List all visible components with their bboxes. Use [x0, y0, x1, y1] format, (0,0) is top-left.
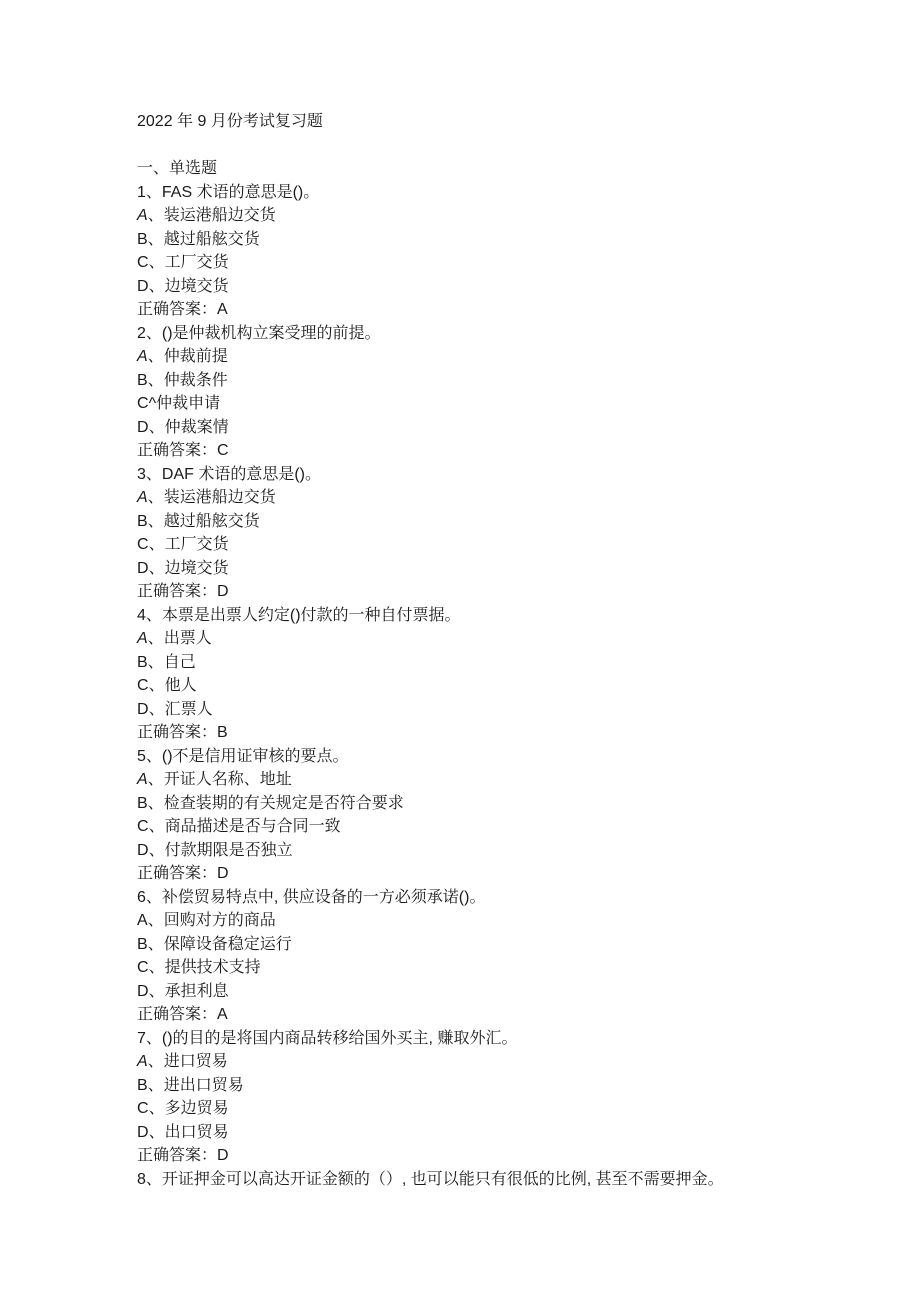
question-stem: 5、()不是信用证审核的要点。 — [137, 747, 349, 765]
option-separator: 、 — [147, 512, 164, 530]
option-line-a — [137, 1050, 724, 1074]
option-line-d — [137, 1121, 724, 1145]
section-heading: 一、单选题 — [137, 160, 218, 177]
option-letter: B — [137, 512, 148, 530]
option-text: 商品描述是否与合同一致 — [164, 818, 341, 835]
option-letter: C — [137, 395, 149, 412]
option-text: 付款期限是否独立 — [164, 841, 293, 859]
question-block — [137, 1168, 724, 1192]
option-text: 开证人名称、地址 — [163, 771, 292, 788]
option-letter: C — [137, 254, 149, 271]
option-text: 装运港船边交货 — [163, 207, 276, 224]
option-letter: C — [137, 677, 149, 694]
option-text: 提供技术支持 — [164, 959, 261, 976]
option-letter: A — [137, 1053, 148, 1070]
option-text: 汇票人 — [164, 700, 213, 718]
question-stem: 8、开证押金可以高达开证金额的（）, 也可以能只有很低的比例, 甚至不需要押金。 — [137, 1170, 724, 1188]
option-text: 工厂交货 — [164, 254, 229, 271]
option-text: 检查装期的有关规定是否符合要求 — [163, 794, 404, 812]
option-line-d — [137, 980, 724, 1004]
option-line-d — [137, 416, 724, 440]
option-separator: 、 — [147, 1053, 164, 1070]
option-line-b — [137, 1074, 724, 1098]
option-letter: C — [137, 818, 149, 835]
option-separator: 、 — [147, 794, 164, 812]
option-separator: 、 — [147, 371, 164, 389]
answer-value: D — [217, 583, 229, 600]
option-letter: D — [137, 277, 149, 295]
option-separator: 、 — [147, 771, 164, 788]
option-letter: A — [137, 771, 148, 788]
question-stem: 1、FAS 术语的意思是()。 — [137, 183, 320, 201]
option-text: 多边贸易 — [164, 1100, 229, 1117]
option-text: 越过船舷交货 — [163, 230, 260, 248]
answer-label: 正确答案： — [137, 583, 218, 600]
option-line-b — [137, 369, 724, 393]
answer-line — [137, 439, 724, 463]
option-letter: B — [137, 1076, 148, 1094]
option-line-a — [137, 204, 724, 228]
option-line-a — [137, 768, 724, 792]
option-separator: 、 — [148, 559, 165, 577]
option-text: 仲裁案情 — [164, 418, 229, 436]
option-separator: 、 — [148, 818, 165, 835]
option-separator: 、 — [148, 959, 165, 976]
question-block — [137, 181, 724, 322]
answer-value: A — [217, 301, 228, 318]
option-text: 他人 — [164, 677, 197, 694]
option-text: 出口贸易 — [164, 1123, 229, 1141]
option-separator: 、 — [148, 418, 165, 436]
option-separator: 、 — [148, 700, 165, 718]
answer-label: 正确答案： — [137, 301, 218, 318]
answer-line — [137, 1003, 724, 1027]
option-letter: A — [137, 207, 148, 224]
answer-line — [137, 580, 724, 604]
option-line-c — [137, 533, 724, 557]
question-stem: 2、()是仲裁机构立案受理的前提。 — [137, 324, 381, 342]
option-letter: D — [137, 418, 149, 436]
option-line-c — [137, 251, 724, 275]
answer-label: 正确答案： — [137, 865, 218, 882]
option-letter: A — [137, 489, 148, 506]
option-separator: 、 — [148, 536, 165, 553]
option-separator: 、 — [147, 489, 164, 506]
answer-label: 正确答案： — [137, 1006, 218, 1023]
option-text: 边境交货 — [164, 559, 229, 577]
question-block — [137, 745, 724, 886]
answer-line — [137, 1144, 724, 1168]
option-text: 保障设备稳定运行 — [163, 935, 292, 953]
option-text: 工厂交货 — [164, 536, 229, 553]
option-letter: D — [137, 559, 149, 577]
option-separator: 、 — [148, 277, 165, 295]
option-separator: 、 — [147, 630, 164, 647]
option-letter: A — [137, 630, 148, 647]
option-text: 仲裁申请 — [156, 395, 221, 412]
option-text: 仲裁条件 — [163, 371, 228, 389]
option-separator: 、 — [147, 653, 164, 671]
option-separator: ^ — [148, 395, 157, 412]
question-stem: 6、补偿贸易特点中, 供应设备的一方必须承诺()。 — [137, 888, 486, 906]
option-line-b — [137, 933, 724, 957]
option-letter: B — [137, 230, 148, 248]
option-line-d — [137, 275, 724, 299]
option-separator: 、 — [147, 935, 164, 953]
question-block — [137, 604, 724, 745]
option-letter: D — [137, 1123, 149, 1141]
option-separator: 、 — [147, 912, 164, 929]
option-line-c — [137, 1097, 724, 1121]
answer-line — [137, 862, 724, 886]
question-stem: 4、本票是出票人约定()付款的一种自付票据。 — [137, 606, 461, 624]
option-letter: B — [137, 371, 148, 389]
question-stem: 3、DAF 术语的意思是()。 — [137, 465, 322, 483]
option-text: 装运港船边交货 — [163, 489, 276, 506]
option-line-c — [137, 815, 724, 839]
document-page — [137, 110, 724, 1191]
option-separator: 、 — [148, 1100, 165, 1117]
option-text: 边境交货 — [164, 277, 229, 295]
option-text: 承担利息 — [164, 982, 229, 1000]
option-separator: 、 — [148, 1123, 165, 1141]
option-line-a — [137, 486, 724, 510]
option-letter: D — [137, 841, 149, 859]
option-letter: B — [137, 794, 148, 812]
question-block — [137, 886, 724, 1027]
answer-value: C — [217, 442, 229, 459]
option-line-c — [137, 674, 724, 698]
option-letter: D — [137, 700, 149, 718]
option-letter: D — [137, 982, 149, 1000]
answer-value: B — [217, 724, 228, 741]
option-letter: C — [137, 959, 149, 976]
option-separator: 、 — [147, 207, 164, 224]
question-block — [137, 463, 724, 604]
option-line-b — [137, 228, 724, 252]
option-line-b — [137, 792, 724, 816]
option-line-b — [137, 510, 724, 534]
option-line-a — [137, 345, 724, 369]
answer-value: A — [217, 1006, 228, 1023]
option-separator: 、 — [147, 1076, 164, 1094]
answer-label: 正确答案： — [137, 1147, 218, 1164]
option-line-a — [137, 909, 724, 933]
answer-value: D — [217, 1147, 229, 1164]
option-letter: C — [137, 1100, 149, 1117]
option-separator: 、 — [148, 254, 165, 271]
option-separator: 、 — [148, 841, 165, 859]
option-separator: 、 — [148, 982, 165, 1000]
option-text: 越过船舷交货 — [163, 512, 260, 530]
questions-list — [137, 181, 724, 1192]
answer-line — [137, 298, 724, 322]
option-letter: C — [137, 536, 149, 553]
option-text: 仲裁前提 — [163, 348, 228, 365]
answer-label: 正确答案： — [137, 442, 218, 459]
answer-value: D — [217, 865, 229, 882]
option-text: 进口贸易 — [163, 1053, 228, 1070]
option-separator: 、 — [148, 677, 165, 694]
option-line-a — [137, 627, 724, 651]
option-line-d — [137, 557, 724, 581]
option-letter: A — [137, 348, 148, 365]
option-text: 进出口贸易 — [163, 1076, 244, 1094]
option-line-d — [137, 839, 724, 863]
option-letter: A — [137, 912, 148, 929]
option-line-d — [137, 698, 724, 722]
question-block — [137, 322, 724, 463]
question-stem: 7、()的目的是将国内商品转移给国外买主, 赚取外汇。 — [137, 1029, 518, 1047]
option-letter: B — [137, 653, 148, 671]
blank-line — [137, 134, 724, 158]
option-text: 自己 — [163, 653, 196, 671]
option-line-b — [137, 651, 724, 675]
answer-line — [137, 721, 724, 745]
option-text: 出票人 — [163, 630, 212, 647]
answer-label: 正确答案： — [137, 724, 218, 741]
document-title: 2022 年 9 月份考试复习题 — [137, 113, 323, 130]
option-separator: 、 — [147, 230, 164, 248]
question-block — [137, 1027, 724, 1168]
option-text: 回购对方的商品 — [163, 912, 276, 929]
option-separator: 、 — [147, 348, 164, 365]
option-line-c — [137, 392, 724, 416]
option-letter: B — [137, 935, 148, 953]
option-line-c — [137, 956, 724, 980]
